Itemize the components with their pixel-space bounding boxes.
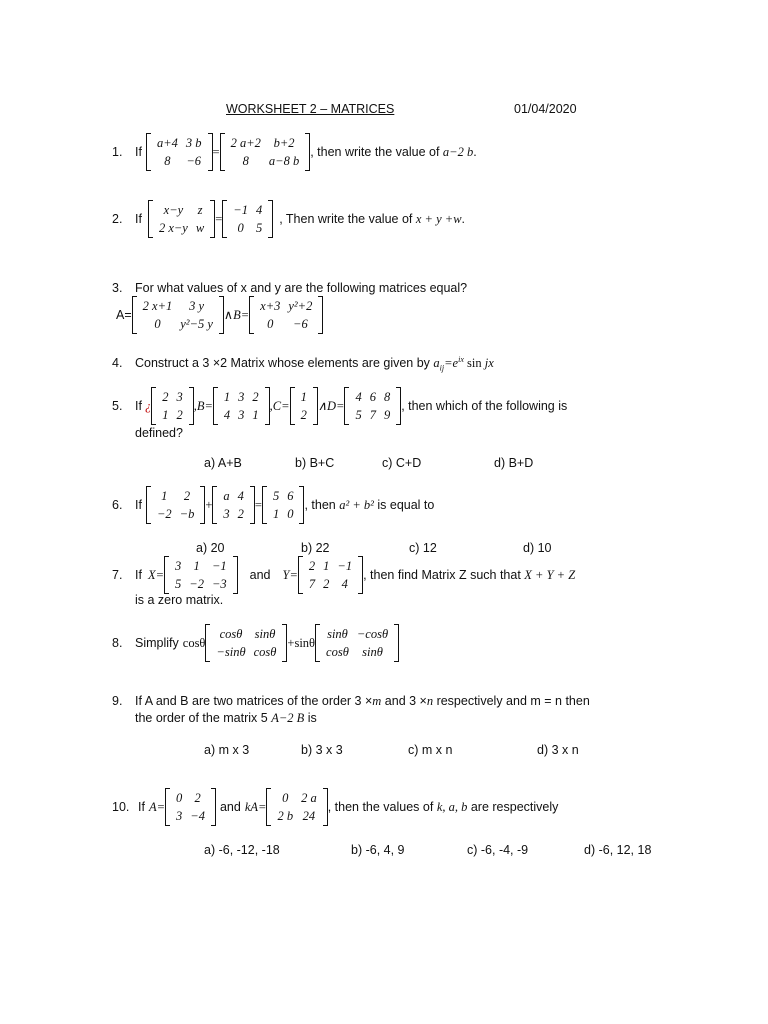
question-number: 9.	[112, 694, 123, 708]
matrix-cell: 0	[154, 317, 161, 331]
matrix-cell: 2	[162, 390, 169, 404]
matrix-cell: 6	[369, 390, 376, 404]
question-3	[112, 281, 467, 295]
matrix-cell: 8	[383, 390, 391, 404]
matrix-cell: 3 b	[185, 136, 202, 150]
question-if: If	[135, 498, 142, 512]
question-text: , then which of the following is	[401, 399, 568, 413]
question-number: 3.	[112, 281, 123, 295]
matrix-cell: 1	[193, 559, 200, 573]
question-text: and 3 ×	[381, 694, 427, 708]
matrix-grid	[256, 297, 316, 333]
matrix	[132, 296, 224, 334]
matrix-cell: 2	[252, 390, 259, 404]
equals-sign: =	[254, 497, 262, 512]
matrix-grid	[153, 134, 206, 170]
bracket-left	[220, 133, 225, 171]
matrix-label-b: ,B=	[193, 398, 213, 413]
matrix-cell: 6	[287, 489, 294, 503]
matrix-grid	[139, 297, 217, 333]
question-8	[112, 624, 399, 662]
bracket-left	[146, 486, 151, 524]
math-expression: a−2 b	[442, 144, 474, 159]
question-4	[112, 355, 494, 373]
math-expression: x + y +w	[415, 211, 462, 226]
question-text: and	[219, 800, 241, 814]
matrix-cell: 0	[282, 791, 289, 805]
matrix-cell: 7	[369, 408, 376, 422]
math-a: a	[433, 356, 440, 371]
matrix	[344, 387, 401, 425]
option-a: a) -6, -12, -18	[204, 843, 280, 857]
bracket-left	[290, 387, 295, 425]
bracket-left	[262, 486, 267, 524]
bracket-left	[249, 296, 254, 334]
question-number: 7.	[112, 568, 123, 582]
matrix	[220, 133, 311, 171]
matrix	[165, 788, 216, 826]
matrix-label-y: Y=	[282, 567, 298, 582]
matrix	[249, 296, 323, 334]
matrix-cell: sinθ	[327, 627, 348, 641]
math-n: n	[426, 694, 434, 708]
matrix	[146, 133, 213, 171]
matrix-cell: 1	[223, 390, 231, 404]
question-text: and	[249, 568, 271, 582]
bracket-left	[212, 486, 217, 524]
matrix-grid	[297, 388, 311, 424]
math-expression: a² + b²	[339, 497, 374, 512]
matrix-cell: cosθ	[253, 645, 277, 659]
matrix-label-x: X=	[147, 567, 165, 582]
worksheet-title: WORKSHEET 2 – MATRICES	[226, 102, 395, 116]
matrix-cell: 3 y	[189, 299, 205, 313]
matrix-grid	[158, 388, 187, 424]
matrix-cell: −3	[211, 577, 227, 591]
math-cos: cosθ	[182, 635, 206, 650]
question-number: 8.	[112, 636, 123, 650]
question-text: .	[473, 145, 477, 159]
matrix-cell: x+3	[260, 299, 281, 313]
matrix-cell: 5	[272, 489, 280, 503]
math-subscript: ij	[439, 363, 445, 373]
question-1	[112, 133, 477, 171]
bracket-left	[205, 624, 210, 662]
matrix-grid	[171, 557, 231, 593]
matrix-cell: −1	[337, 559, 353, 573]
question-10	[112, 788, 558, 826]
option-b: b) 3 x 3	[301, 743, 343, 757]
question-7	[112, 556, 575, 594]
question-text: is	[304, 711, 317, 725]
matrix	[148, 200, 215, 238]
matrix	[151, 387, 194, 425]
option-a: a) m x 3	[204, 743, 250, 757]
matrix	[266, 788, 327, 826]
matrix-cell: 1	[162, 408, 169, 422]
bracket-left	[298, 556, 303, 594]
matrix-cell: −6	[293, 317, 308, 331]
question-9	[112, 694, 590, 709]
matrix-cell: 3	[238, 408, 245, 422]
matrix-cell: 2 x+1	[142, 299, 173, 313]
question-number: 5.	[112, 399, 123, 413]
question-text: , then	[304, 498, 340, 512]
matrix-label-c: ,C=	[269, 398, 290, 413]
matrix-cell: 2	[237, 507, 244, 521]
plus-sign: +	[287, 635, 295, 650]
matrix-grid	[153, 487, 198, 523]
matrix-cell: 0	[176, 791, 183, 805]
question-number: 6.	[112, 498, 123, 512]
matrix-cell: 3	[223, 507, 230, 521]
question-3-matrices	[116, 296, 323, 334]
question-9-continuation	[135, 711, 317, 726]
matrix	[315, 624, 399, 662]
question-text: are respectively	[467, 800, 559, 814]
matrix-grid	[220, 388, 263, 424]
matrix-cell: 5	[175, 577, 182, 591]
math-m: m	[372, 694, 382, 708]
matrix-cell: −sinθ	[216, 645, 246, 659]
matrix-cell: 7	[308, 577, 316, 591]
matrix-label-b: B=	[233, 307, 250, 322]
matrix-cell: 1	[252, 408, 259, 422]
matrix-cell: 2	[308, 559, 316, 573]
matrix	[298, 556, 363, 594]
option-d: d) 3 x n	[537, 743, 579, 757]
option-a: a) A+B	[204, 456, 242, 470]
matrix-cell: −6	[186, 154, 202, 168]
question-if: If	[138, 800, 145, 814]
red-symbol: ¿	[144, 398, 152, 413]
matrix-cell: 2 a	[301, 791, 317, 805]
question-number: 1.	[112, 145, 123, 159]
question-7-continuation: is a zero matrix.	[135, 593, 224, 607]
question-text: For what values of x and y are the following matrices equal?	[135, 281, 468, 295]
math-variables: k, a, b	[436, 799, 468, 814]
matrix-cell: y²+2	[288, 299, 313, 313]
bracket-left	[315, 624, 320, 662]
question-if: If	[135, 568, 142, 582]
matrix-grid	[351, 388, 394, 424]
matrix-grid	[229, 201, 266, 237]
bracket-left	[132, 296, 137, 334]
matrix	[146, 486, 205, 524]
matrix-cell: w	[195, 221, 205, 235]
matrix-cell: 2 x−y	[158, 221, 188, 235]
bracket-left	[148, 200, 153, 238]
question-text: , then write the value of	[310, 145, 443, 159]
equals-sign: =	[212, 144, 220, 159]
matrix-label-a: A=	[116, 308, 132, 322]
question-5	[112, 387, 567, 425]
option-c: c) C+D	[382, 456, 422, 470]
bracket-right	[394, 624, 399, 662]
math-sin: sinθ	[294, 635, 316, 650]
matrix-label-ka: kA=	[244, 799, 267, 814]
matrix-label-d: ∧D=	[317, 399, 345, 413]
matrix	[164, 556, 238, 594]
worksheet-date: 01/04/2020	[514, 102, 577, 116]
option-b: b) -6, 4, 9	[351, 843, 405, 857]
question-text: , Then write the value of	[279, 212, 416, 226]
matrix-cell: 2	[176, 408, 183, 422]
question-text: is equal to	[373, 498, 435, 512]
matrix-cell: 0	[267, 317, 274, 331]
matrix-cell: y²−5 y	[180, 317, 213, 331]
matrix-grid	[172, 789, 209, 825]
matrix-grid	[273, 789, 320, 825]
matrix-cell: 2	[194, 791, 201, 805]
matrix-cell: a	[223, 489, 230, 503]
matrix-cell: 4	[341, 577, 348, 591]
question-if: If	[135, 145, 142, 159]
matrix-cell: 1	[323, 559, 330, 573]
option-b: b) B+C	[295, 456, 335, 470]
equals-sign: =	[215, 211, 223, 226]
bracket-left	[165, 788, 170, 826]
bracket-right	[211, 788, 216, 826]
matrix-cell: 3	[176, 809, 183, 823]
matrix-cell: 4	[355, 390, 362, 404]
matrix-cell: sinθ	[254, 627, 276, 641]
matrix-cell: 3	[175, 559, 182, 573]
question-number: 10.	[112, 800, 130, 814]
option-d: d) -6, 12, 18	[584, 843, 652, 857]
matrix-grid	[305, 557, 356, 593]
matrix-cell: −4	[190, 809, 205, 823]
matrix-grid	[155, 201, 208, 237]
question-6	[112, 486, 434, 524]
question-text: , then find Matrix Z such that	[363, 568, 525, 582]
matrix-cell: x−y	[163, 203, 184, 217]
matrix-cell: −cosθ	[356, 627, 389, 641]
matrix-cell: b+2	[273, 136, 295, 150]
matrix-cell: 2 b	[277, 809, 294, 823]
matrix-cell: 4	[255, 203, 263, 217]
matrix-cell: 5	[355, 408, 362, 422]
matrix	[262, 486, 305, 524]
matrix	[212, 486, 255, 524]
math-expression: A−2 B	[271, 711, 305, 725]
math-jx: jx	[484, 356, 494, 371]
matrix-cell: 8	[242, 154, 249, 168]
question-text: If A and B are two matrices of the order 3 ×	[135, 694, 373, 708]
math-e: =e	[444, 356, 459, 371]
question-2	[112, 200, 465, 238]
math-superscript: ix	[458, 355, 464, 364]
matrix-cell: 24	[302, 809, 316, 823]
plus-sign: +	[205, 497, 213, 512]
matrix-cell: sinθ	[362, 645, 383, 659]
matrix-cell: 5	[255, 221, 263, 235]
matrix-cell: −b	[179, 507, 195, 521]
option-b: b) 22	[301, 541, 330, 555]
matrix-grid	[269, 487, 298, 523]
math-expression: X + Y + Z	[524, 567, 576, 582]
bracket-left	[151, 387, 156, 425]
matrix-grid	[219, 487, 248, 523]
matrix-cell: −1	[211, 559, 227, 573]
matrix-cell: −2	[156, 507, 172, 521]
matrix-cell: z	[197, 203, 203, 217]
bracket-right	[268, 200, 273, 238]
matrix-cell: 9	[383, 408, 391, 422]
matrix-cell: 2	[323, 577, 330, 591]
bracket-left	[222, 200, 227, 238]
question-if: If	[135, 212, 142, 226]
matrix-grid	[212, 625, 280, 661]
matrix-cell: 0	[287, 507, 294, 521]
question-text: .	[461, 212, 466, 226]
bracket-right	[233, 556, 238, 594]
option-c: c) m x n	[408, 743, 453, 757]
option-c: c) 12	[409, 541, 437, 555]
matrix-cell: −2	[189, 577, 204, 591]
question-number: 2.	[112, 212, 123, 226]
matrix-cell: 8	[164, 154, 171, 168]
bracket-left	[213, 387, 218, 425]
option-d: d) 10	[523, 541, 552, 555]
matrix-cell: 0	[237, 221, 244, 235]
bracket-left	[266, 788, 271, 826]
matrix	[205, 624, 287, 662]
matrix-cell: 4	[223, 408, 231, 422]
question-number: 4.	[112, 356, 123, 371]
math-sin: sin	[463, 356, 485, 371]
matrix-cell: 3	[176, 390, 183, 404]
matrix	[222, 200, 273, 238]
matrix-label-a: A=	[148, 799, 166, 814]
question-if: If	[135, 399, 142, 413]
matrix	[290, 387, 318, 425]
question-text: Simplify	[135, 636, 179, 650]
option-a: a) 20	[196, 541, 225, 555]
question-5-continuation: defined?	[135, 426, 183, 440]
matrix-cell: −1	[233, 203, 248, 217]
question-text: the order of the matrix 5	[135, 711, 272, 725]
matrix-cell: cosθ	[219, 627, 243, 641]
matrix-grid	[227, 134, 304, 170]
matrix-grid	[322, 625, 392, 661]
matrix-cell: 2	[300, 408, 307, 422]
logical-and: ∧	[223, 308, 234, 322]
matrix-cell: 3	[238, 390, 245, 404]
option-c: c) -6, -4, -9	[467, 843, 529, 857]
option-d: d) B+D	[494, 456, 534, 470]
matrix-cell: 4	[237, 489, 244, 503]
bracket-left	[146, 133, 151, 171]
question-text: , then the values of	[327, 800, 437, 814]
matrix-cell: 2 a+2	[230, 136, 261, 150]
matrix	[213, 387, 270, 425]
matrix-cell: 1	[272, 507, 280, 521]
question-text: respectively and m = n then	[433, 694, 590, 708]
bracket-left	[344, 387, 349, 425]
matrix-cell: 2	[183, 489, 191, 503]
bracket-left	[164, 556, 169, 594]
matrix-cell: 1	[300, 390, 307, 404]
matrix-cell: 1	[161, 489, 168, 503]
matrix-cell: cosθ	[326, 645, 349, 659]
matrix-cell: a+4	[156, 136, 178, 150]
question-text: Construct a 3 ×2 Matrix whose elements are given by	[135, 356, 434, 371]
bracket-right	[318, 296, 323, 334]
matrix-cell: a−8 b	[268, 154, 300, 168]
